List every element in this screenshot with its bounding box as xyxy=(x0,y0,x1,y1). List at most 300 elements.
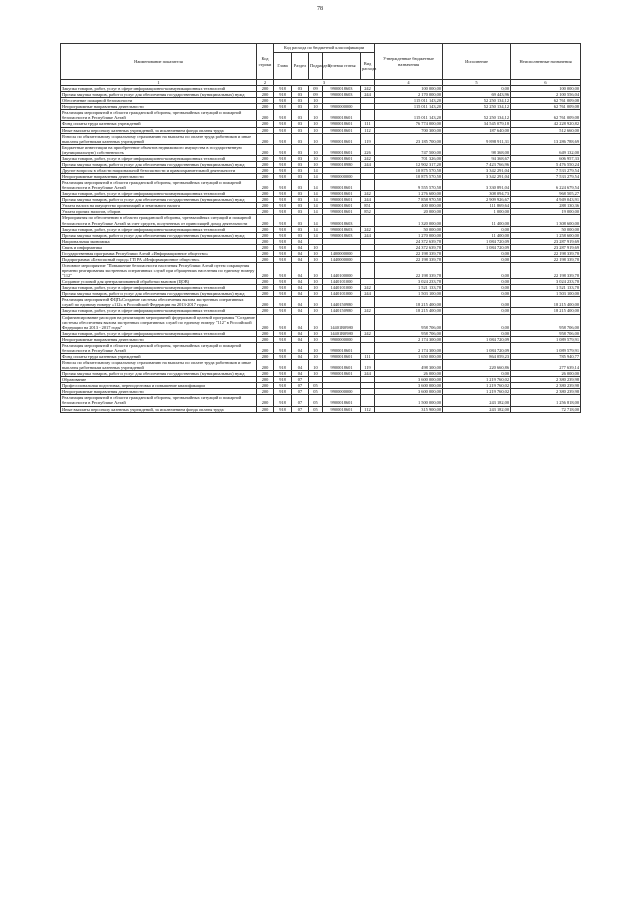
row-target-article: 1440101000 xyxy=(323,291,361,297)
row-name: Фонд оплаты труда казенных учреждений xyxy=(61,353,257,359)
row-expense-type: 242 xyxy=(361,155,375,161)
row-chapter: 918 xyxy=(274,98,292,104)
row-target-article: 9900018603 xyxy=(323,86,361,92)
row-section: 07 xyxy=(292,377,309,383)
row-chapter: 918 xyxy=(274,110,292,121)
row-chapter: 918 xyxy=(274,371,292,377)
row-executed: 0,00 xyxy=(443,330,511,336)
row-expense-type xyxy=(361,262,375,278)
row-expense-type: 244 xyxy=(361,291,375,297)
row-chapter: 918 xyxy=(274,155,292,161)
row-code: 200 xyxy=(257,250,274,256)
row-subsection: 05 xyxy=(309,406,323,412)
row-code: 200 xyxy=(257,86,274,92)
row-code: 200 xyxy=(257,291,274,297)
row-executed: 34 545 079,18 xyxy=(443,121,511,127)
row-chapter: 918 xyxy=(274,197,292,203)
row-code: 200 xyxy=(257,174,274,180)
row-code: 200 xyxy=(257,377,274,383)
row-target-article: 9900018603 xyxy=(323,226,361,232)
header-target-article: Целевая статья xyxy=(323,53,361,80)
row-name: Реализация мероприятий в области гражданской обороны, чрезвычайных ситуаций и пожарной безопасности в Республике Алтай xyxy=(61,110,257,121)
row-section: 03 xyxy=(292,127,309,133)
row-unexecuted: 649 132,00 xyxy=(511,144,581,155)
row-approved: 22 198 339,78 xyxy=(375,262,443,278)
row-subsection: 14 xyxy=(309,180,323,191)
row-executed: 1 000,00 xyxy=(443,209,511,215)
row-target-article: 9900018601 xyxy=(323,121,361,127)
row-code: 200 xyxy=(257,336,274,342)
row-executed: 1 084 720,09 xyxy=(443,244,511,250)
row-code: 200 xyxy=(257,232,274,238)
row-approved: 2 174 300,00 xyxy=(375,342,443,353)
row-executed: 52 250 134,12 xyxy=(443,104,511,110)
row-section: 03 xyxy=(292,232,309,238)
row-chapter: 918 xyxy=(274,203,292,209)
row-approved: 9 555 570,58 xyxy=(375,180,443,191)
row-executed: 1 219 760,02 xyxy=(443,377,511,383)
row-unexecuted: 26 000,00 xyxy=(511,371,581,377)
row-chapter: 918 xyxy=(274,377,292,383)
row-target-article: 9900018601 xyxy=(323,180,361,191)
row-code: 200 xyxy=(257,314,274,330)
row-chapter: 918 xyxy=(274,191,292,197)
row-unexecuted: 23 287 919,69 xyxy=(511,238,581,244)
row-section: 03 xyxy=(292,121,309,127)
table-row xyxy=(61,342,581,353)
row-expense-type: 112 xyxy=(361,406,375,412)
row-chapter: 918 xyxy=(274,308,292,314)
header-executed: Исполнение xyxy=(443,44,511,80)
row-approved: 1 521 133,78 xyxy=(375,285,443,291)
row-name: Создание условий для централизованной обработки вызовов (ЦОВ) xyxy=(61,279,257,285)
row-section: 03 xyxy=(292,144,309,155)
row-target-article: 1440150980 xyxy=(323,297,361,308)
row-approved: 400 000,00 xyxy=(375,203,443,209)
row-expense-type: 244 xyxy=(361,371,375,377)
row-code: 200 xyxy=(257,353,274,359)
row-subsection: 10 xyxy=(309,291,323,297)
row-executed: 52 250 134,12 xyxy=(443,110,511,121)
row-executed: 0,00 xyxy=(443,226,511,232)
header-section: Раздел xyxy=(292,53,309,80)
row-unexecuted: 1 258 600,00 xyxy=(511,232,581,238)
row-executed: 187 640,00 xyxy=(443,127,511,133)
row-name: Обеспечение пожарной безопасности xyxy=(61,98,257,104)
row-approved: 10 875 570,58 xyxy=(375,174,443,180)
row-section: 03 xyxy=(292,215,309,226)
row-name: Реализация мероприятий в области гражданской обороны, чрезвычайных ситуаций и пожарной безопасности в Республике Алтай xyxy=(61,180,257,191)
row-approved: 115 011 143,20 xyxy=(375,104,443,110)
row-code: 200 xyxy=(257,104,274,110)
row-target-article: 9900018601 xyxy=(323,371,361,377)
row-unexecuted: 1 089 579,91 xyxy=(511,336,581,342)
row-chapter: 918 xyxy=(274,262,292,278)
row-section: 03 xyxy=(292,86,309,92)
row-section: 04 xyxy=(292,371,309,377)
row-chapter: 918 xyxy=(274,232,292,238)
row-name: Закупка товаров, работ, услуг в сфере информационно-коммуникационных технологий xyxy=(61,226,257,232)
row-name: Непрограммные направления деятельности xyxy=(61,104,257,110)
row-executed: 1 084 720,09 xyxy=(443,342,511,353)
row-executed: 3 342 291,04 xyxy=(443,167,511,173)
row-subsection: 14 xyxy=(309,174,323,180)
row-executed: 0,00 xyxy=(443,256,511,262)
table-row xyxy=(61,215,581,226)
row-expense-type xyxy=(361,342,375,353)
row-code: 200 xyxy=(257,238,274,244)
header-classification: Код расхода по бюджетной классификации xyxy=(274,44,375,53)
row-target-article: 9900018601 xyxy=(323,209,361,215)
row-code: 200 xyxy=(257,92,274,98)
row-unexecuted: 288 130,36 xyxy=(511,203,581,209)
table-row xyxy=(61,144,581,155)
row-approved: 958 706,00 xyxy=(375,330,443,336)
row-executed: 69 443,96 xyxy=(443,92,511,98)
row-chapter: 918 xyxy=(274,279,292,285)
row-unexecuted: 18 215 400,00 xyxy=(511,297,581,308)
row-target-article: 9900018601 xyxy=(323,144,361,155)
row-target-article: 9900018601 xyxy=(323,406,361,412)
row-subsection: 10 xyxy=(309,342,323,353)
row-target-article: 9900018601 xyxy=(323,360,361,371)
row-code: 200 xyxy=(257,161,274,167)
header-unexecuted: Неисполненные назначения xyxy=(511,44,581,80)
row-section: 03 xyxy=(292,133,309,144)
row-expense-type: 119 xyxy=(361,133,375,144)
row-subsection: 10 xyxy=(309,262,323,278)
row-code: 200 xyxy=(257,395,274,406)
row-executed: 243 182,00 xyxy=(443,406,511,412)
row-section: 04 xyxy=(292,342,309,353)
row-approved: 3 600 000,00 xyxy=(375,377,443,383)
row-name: Прочая закупка товаров, работ и услуг для обеспечения государственных (муниципальных) нужд xyxy=(61,161,257,167)
row-name: Бюджетные инвестиции на приобретение объектов недвижимого имущества в государственную (муниципальную) собственность xyxy=(61,144,257,155)
row-unexecuted: 13 286 788,69 xyxy=(511,133,581,144)
row-approved: 1 320 000,00 xyxy=(375,215,443,226)
row-executed: 1 084 720,09 xyxy=(443,336,511,342)
row-name: Прочая закупка товаров, работ и услуг для обеспечения государственных (муниципальных) нужд xyxy=(61,291,257,297)
row-unexecuted: 100 000,00 xyxy=(511,86,581,92)
row-approved: 315 900,00 xyxy=(375,406,443,412)
row-executed: 1 084 720,09 xyxy=(443,238,511,244)
row-subsection: 10 xyxy=(309,330,323,336)
row-section: 04 xyxy=(292,360,309,371)
row-unexecuted: 22 198 339,78 xyxy=(511,250,581,256)
row-unexecuted: 22 198 339,78 xyxy=(511,262,581,278)
row-subsection: 14 xyxy=(309,203,323,209)
row-chapter: 918 xyxy=(274,161,292,167)
table-row xyxy=(61,133,581,144)
row-subsection: 05 xyxy=(309,383,323,389)
row-expense-type: 852 xyxy=(361,209,375,215)
row-unexecuted: 1 521 133,78 xyxy=(511,285,581,291)
row-chapter: 918 xyxy=(274,256,292,262)
row-code: 200 xyxy=(257,308,274,314)
row-approved: 3 600 000,00 xyxy=(375,383,443,389)
row-unexecuted: 19 000,00 xyxy=(511,209,581,215)
row-section: 03 xyxy=(292,191,309,197)
row-approved: 100 000,00 xyxy=(375,86,443,92)
row-section: 03 xyxy=(292,209,309,215)
colnum-5: 5 xyxy=(443,80,511,86)
row-target-article: 1440000000 xyxy=(323,256,361,262)
row-approved: 700 300,00 xyxy=(375,127,443,133)
row-unexecuted: 23 287 919,69 xyxy=(511,244,581,250)
row-section: 07 xyxy=(292,383,309,389)
row-name: Закупка товаров, работ, услуг в сфере информационно-коммуникационных технологий xyxy=(61,308,257,314)
row-subsection: 10 xyxy=(309,144,323,155)
header-row-code: Код строки xyxy=(257,44,274,80)
row-section: 03 xyxy=(292,180,309,191)
row-section: 03 xyxy=(292,92,309,98)
row-unexecuted: 42 228 920,82 xyxy=(511,121,581,127)
row-unexecuted: 958 706,00 xyxy=(511,314,581,330)
row-target-article: 1400000000 xyxy=(323,250,361,256)
row-section: 04 xyxy=(292,262,309,278)
row-chapter: 918 xyxy=(274,92,292,98)
row-executed: 0,00 xyxy=(443,308,511,314)
row-expense-type xyxy=(361,314,375,330)
row-expense-type xyxy=(361,180,375,191)
row-unexecuted: 785 940,77 xyxy=(511,353,581,359)
row-code: 200 xyxy=(257,180,274,191)
row-expense-type xyxy=(361,110,375,121)
row-expense-type: 242 xyxy=(361,285,375,291)
row-unexecuted: 958 706,00 xyxy=(511,330,581,336)
row-name: Закупка товаров, работ, услуг в сфере информационно-коммуникационных технологий xyxy=(61,155,257,161)
row-section: 04 xyxy=(292,285,309,291)
row-section: 03 xyxy=(292,226,309,232)
row-code: 200 xyxy=(257,256,274,262)
row-executed: 1 219 760,02 xyxy=(443,389,511,395)
row-approved: 747 500,00 xyxy=(375,144,443,155)
row-chapter: 918 xyxy=(274,226,292,232)
row-executed: 0,00 xyxy=(443,86,511,92)
row-approved: 24 372 639,78 xyxy=(375,244,443,250)
row-target-article: 9900000000 xyxy=(323,104,361,110)
row-subsection: 10 xyxy=(309,121,323,127)
row-code: 200 xyxy=(257,209,274,215)
row-unexecuted: 1 503 100,00 xyxy=(511,291,581,297)
row-chapter: 918 xyxy=(274,209,292,215)
row-target-article: 9900000000 xyxy=(323,389,361,395)
row-subsection: 10 xyxy=(309,155,323,161)
row-expense-type: 242 xyxy=(361,226,375,232)
row-chapter: 918 xyxy=(274,395,292,406)
row-subsection: 09 xyxy=(309,92,323,98)
row-section: 03 xyxy=(292,110,309,121)
row-section: 04 xyxy=(292,238,309,244)
row-unexecuted: 7 533 279,54 xyxy=(511,174,581,180)
row-executed: 0,00 xyxy=(443,371,511,377)
row-executed: 0,00 xyxy=(443,314,511,330)
row-approved: 115 011 143,20 xyxy=(375,98,443,104)
row-name: Взносы по обязательному социальному страхованию на выплаты по оплате труда работников и иные выплаты работникам казенных учреждений xyxy=(61,360,257,371)
row-chapter: 918 xyxy=(274,330,292,336)
row-section: 07 xyxy=(292,389,309,395)
row-subsection: 10 xyxy=(309,104,323,110)
row-unexecuted: 606 957,33 xyxy=(511,155,581,161)
row-section: 04 xyxy=(292,244,309,250)
row-code: 200 xyxy=(257,389,274,395)
row-chapter: 918 xyxy=(274,360,292,371)
row-code: 200 xyxy=(257,110,274,121)
row-name: Реализация мероприятий ФЦП«Создание системы обеспечения вызова экстренных оперативных служб по единому номеру «112» в Российской Федерации на 2013-2017 годы» xyxy=(61,297,257,308)
row-section: 04 xyxy=(292,330,309,336)
row-name: Реализация мероприятий в области гражданской обороны, чрезвычайных ситуаций и пожарной безопасности в Республике Алтай xyxy=(61,342,257,353)
row-expense-type: 242 xyxy=(361,191,375,197)
row-name: Прочая закупка товаров, работ и услуг для обеспечения государственных (муниципальных) нужд xyxy=(61,92,257,98)
row-unexecuted: 3 024 233,78 xyxy=(511,279,581,285)
row-code: 200 xyxy=(257,383,274,389)
row-chapter: 918 xyxy=(274,291,292,297)
row-chapter: 918 xyxy=(274,383,292,389)
row-subsection: 05 xyxy=(309,389,323,395)
row-unexecuted: 4 949 043,91 xyxy=(511,197,581,203)
row-target-article: 1440150980 xyxy=(323,308,361,314)
row-subsection: 10 xyxy=(309,314,323,330)
row-unexecuted: 2 100 556,04 xyxy=(511,92,581,98)
row-approved: 2 170 000,00 xyxy=(375,92,443,98)
row-target-article: 1440100000 xyxy=(323,262,361,278)
row-executed: 0,00 xyxy=(443,262,511,278)
row-unexecuted: 62 761 009,08 xyxy=(511,98,581,104)
row-name: Взносы по обязательному социальному страхованию на выплаты по оплате труда работников и иные выплаты работникам казенных учреждений xyxy=(61,133,257,144)
row-executed: 220 660,86 xyxy=(443,360,511,371)
budget-execution-table xyxy=(60,43,581,413)
row-expense-type: 111 xyxy=(361,121,375,127)
row-section: 03 xyxy=(292,203,309,209)
row-section: 07 xyxy=(292,406,309,412)
row-target-article: 1440101000 xyxy=(323,279,361,285)
row-unexecuted: 1 089 579,91 xyxy=(511,342,581,353)
header-approved: Утвержденные бюджетные назначения xyxy=(375,44,443,80)
row-name: Уплата налога на имущество организаций и земельного налога xyxy=(61,203,257,209)
row-chapter: 918 xyxy=(274,121,292,127)
row-unexecuted: 72 718,00 xyxy=(511,406,581,412)
row-target-article: 9900018601 xyxy=(323,395,361,406)
table-row xyxy=(61,395,581,406)
row-approved: 10 875 570,58 xyxy=(375,167,443,173)
colnum-1: 1 xyxy=(61,80,257,86)
row-subsection: 10 xyxy=(309,360,323,371)
row-chapter: 918 xyxy=(274,104,292,110)
row-name: Закупка товаров, работ, услуг в сфере информационно-коммуникационных технологий xyxy=(61,285,257,291)
row-expense-type xyxy=(361,297,375,308)
row-code: 200 xyxy=(257,133,274,144)
row-target-article: 14401R0980 xyxy=(323,314,361,330)
row-executed: 0,00 xyxy=(443,279,511,285)
row-executed: 0,00 xyxy=(443,291,511,297)
row-target-article: 9900018601 xyxy=(323,197,361,203)
row-target-article: 9900018601 xyxy=(323,133,361,144)
row-target-article: 9900018603 xyxy=(323,232,361,238)
colnum-2: 2 xyxy=(257,80,274,86)
page-number: 78 xyxy=(317,6,323,12)
row-subsection: 10 xyxy=(309,297,323,308)
row-subsection: 10 xyxy=(309,161,323,167)
row-target-article: 1440101000 xyxy=(323,285,361,291)
row-expense-type: 851 xyxy=(361,203,375,209)
row-unexecuted: 62 761 009,08 xyxy=(511,110,581,121)
row-approved: 3 024 233,78 xyxy=(375,279,443,285)
row-chapter: 918 xyxy=(274,297,292,308)
row-executed: 94 368,67 xyxy=(443,155,511,161)
row-name: Софинансирование расходов на реализацию мероприятий федеральной целевой программы "Создание системы обеспечения вызова экстренных оперативных служб по единому номеру "112" в Российской Федерации на 2013 - 2017 годы" xyxy=(62,314,255,330)
row-chapter: 918 xyxy=(274,389,292,395)
row-expense-type: 242 xyxy=(361,330,375,336)
table-header xyxy=(61,44,581,86)
row-name: Другие вопросы в области национальной безопасности и правоохранительной деятельности xyxy=(61,167,257,173)
row-chapter: 918 xyxy=(274,144,292,155)
row-section: 04 xyxy=(292,308,309,314)
row-name: Основное мероприятие "Повышение безопасности населения Республики Алтай путем сокращения времени реагирования экстренных оперативных служб при обращениях населения по единому номеру "112" xyxy=(61,262,257,278)
row-code: 200 xyxy=(257,167,274,173)
row-unexecuted: 2 380 239,98 xyxy=(511,389,581,395)
row-code: 200 xyxy=(257,285,274,291)
row-approved: 1 270 000,00 xyxy=(375,232,443,238)
row-section: 04 xyxy=(292,256,309,262)
row-subsection: 10 xyxy=(309,285,323,291)
row-code: 200 xyxy=(257,121,274,127)
row-executed: 243 182,00 xyxy=(443,395,511,406)
row-section: 03 xyxy=(292,167,309,173)
row-approved: 26 000,00 xyxy=(375,371,443,377)
header-subsection: Подраздел xyxy=(309,53,323,80)
row-target-article: 14401R0980 xyxy=(323,330,361,336)
row-executed: 9 898 911,31 xyxy=(443,133,511,144)
row-chapter: 918 xyxy=(274,336,292,342)
row-subsection: 10 xyxy=(309,256,323,262)
row-chapter: 918 xyxy=(274,238,292,244)
row-executed: 11 400,00 xyxy=(443,232,511,238)
table-row xyxy=(61,314,581,330)
row-approved: 958 706,00 xyxy=(375,314,443,330)
row-section: 03 xyxy=(292,155,309,161)
row-target-article: 9900018601 xyxy=(323,127,361,133)
row-name: Закупка товаров, работ, услуг в сфере информационно-коммуникационных технологий xyxy=(61,330,257,336)
row-unexecuted: 1 256 818,00 xyxy=(511,395,581,406)
row-expense-type: 244 xyxy=(361,161,375,167)
colnum-6: 6 xyxy=(511,80,581,86)
row-code: 200 xyxy=(257,406,274,412)
row-unexecuted: 22 198 339,78 xyxy=(511,256,581,262)
row-name: Прочая закупка товаров, работ и услуг для обеспечения государственных (муниципальных) нужд xyxy=(61,232,257,238)
row-expense-type xyxy=(361,215,375,226)
row-unexecuted: 7 533 279,54 xyxy=(511,167,581,173)
row-code: 200 xyxy=(257,203,274,209)
row-target-article: 9900018601 xyxy=(323,353,361,359)
row-code: 200 xyxy=(257,144,274,155)
row-name: Образование xyxy=(61,377,257,383)
colnum-4: 4 xyxy=(375,80,443,86)
row-section: 04 xyxy=(292,353,309,359)
row-subsection: 10 xyxy=(309,336,323,342)
row-unexecuted: 968 505,27 xyxy=(511,191,581,197)
row-expense-type: 242 xyxy=(361,86,375,92)
row-subsection: 10 xyxy=(309,98,323,104)
row-section: 04 xyxy=(292,297,309,308)
row-expense-type: 226 xyxy=(361,144,375,155)
row-executed: 3 342 291,04 xyxy=(443,174,511,180)
row-section: 04 xyxy=(292,250,309,256)
row-subsection: 14 xyxy=(309,226,323,232)
row-chapter: 918 xyxy=(274,180,292,191)
row-unexecuted: 50 000,00 xyxy=(511,226,581,232)
row-subsection: 10 xyxy=(309,244,323,250)
row-target-article: 9900018601 xyxy=(323,110,361,121)
